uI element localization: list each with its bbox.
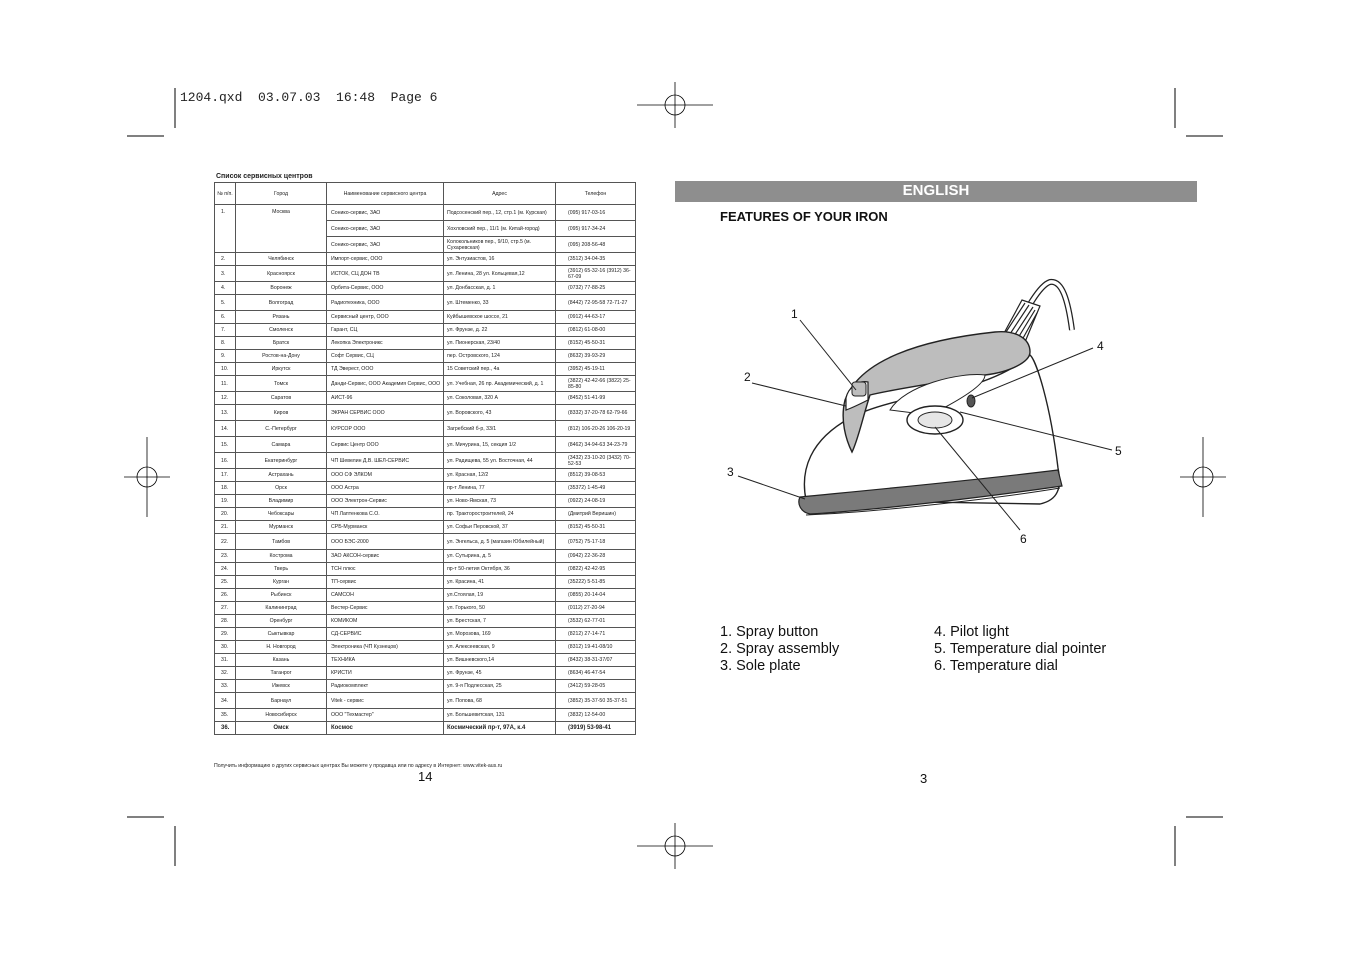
table-row [215, 576, 636, 589]
cell-number: 5. [215, 295, 236, 311]
cell-center-name: Импорт-сервис, ООО [327, 253, 444, 266]
cell-number: 29. [215, 628, 236, 641]
cell-phone: (8632) 39-93-29 [556, 350, 636, 363]
cell-phone: (3919) 53-98-41 [556, 722, 636, 735]
cell-address: Колокольников пер., 9/10, стр.5 (м. Сухаревская) [444, 237, 556, 253]
table-row [215, 205, 636, 221]
cell-number: 33. [215, 680, 236, 693]
cell-city: Томск [236, 376, 327, 392]
cell-city: Оренбург [236, 615, 327, 628]
cell-address: ул. Энгельса, д. 5 (магазин Юбилейный) [444, 534, 556, 550]
cell-phone: (812) 106-20-26 106-20-19 [556, 421, 636, 437]
cell-address: пер. Островского, 124 [444, 350, 556, 363]
table-row [215, 469, 636, 482]
table-body [215, 205, 636, 735]
table-row [215, 421, 636, 437]
cell-center-name: Лекопка Электроникс [327, 337, 444, 350]
cell-number: 30. [215, 641, 236, 654]
cell-center-name: Сервис Центр ООО [327, 437, 444, 453]
cell-address: ул. Алексеевская, 9 [444, 641, 556, 654]
cell-number: 10. [215, 363, 236, 376]
cell-phone: (3532) 62-77-01 [556, 615, 636, 628]
cell-center-name: ТСН плюс [327, 563, 444, 576]
table-row [215, 667, 636, 680]
column-header-city: Город [236, 183, 327, 205]
cell-phone: (3512) 34-04-35 [556, 253, 636, 266]
cell-city: Чебоксары [236, 508, 327, 521]
cell-number: 26. [215, 589, 236, 602]
cell-center-name: Космос [327, 722, 444, 735]
cell-city: Омск [236, 722, 327, 735]
part-item: 5. Temperature dial pointer [934, 641, 1107, 657]
cell-city: С.-Петербург [236, 421, 327, 437]
cell-city: Н. Новгород [236, 641, 327, 654]
service-list-title: Список сервисных центров [216, 173, 313, 180]
table-row [215, 350, 636, 363]
table-row [215, 337, 636, 350]
cell-number: 21. [215, 521, 236, 534]
cell-city: Ростов-на-Дону [236, 350, 327, 363]
cell-phone: (8442) 72-95-58 72-71-27 [556, 295, 636, 311]
table-row [215, 482, 636, 495]
table-row [215, 693, 636, 709]
table-row [215, 363, 636, 376]
table-row [215, 602, 636, 615]
cell-phone: (0732) 77-88-25 [556, 282, 636, 295]
cell-address: ул. Большевитская, 131 [444, 709, 556, 722]
cell-phone: (0812) 61-08-00 [556, 324, 636, 337]
registration-mark-top [637, 82, 713, 128]
cell-phone: (3412) 59-28-05 [556, 680, 636, 693]
cell-center-name: КОМИКОМ [327, 615, 444, 628]
part-item: 3. Sole plate [720, 658, 801, 674]
cell-center-name: Сонико-сервис, ЗАО [327, 221, 444, 237]
cell-phone: (8152) 45-50-31 [556, 337, 636, 350]
cell-number: 35. [215, 709, 236, 722]
table-row [215, 324, 636, 337]
cell-center-name: ТД Эверест, ООО [327, 363, 444, 376]
cell-number: 31. [215, 654, 236, 667]
column-header-address: Адрес [444, 183, 556, 205]
cell-number: 25. [215, 576, 236, 589]
cell-phone: (3832) 12-54-00 [556, 709, 636, 722]
cell-number: 27. [215, 602, 236, 615]
cell-city: Орск [236, 482, 327, 495]
table-row [215, 641, 636, 654]
table-header-row [215, 183, 636, 205]
table-row [215, 563, 636, 576]
cell-number: 32. [215, 667, 236, 680]
parts-list-right [934, 624, 1106, 675]
cell-address: ул. Сутырина, д. 5 [444, 550, 556, 563]
cell-address: пр-т Ленина, 77 [444, 482, 556, 495]
table-row [215, 508, 636, 521]
cell-address: ул. Морозова, 169 [444, 628, 556, 641]
callout-2: 2 [744, 370, 751, 384]
cell-number: 24. [215, 563, 236, 576]
cell-phone: (8452) 51-41-99 [556, 392, 636, 405]
cell-number: 19. [215, 495, 236, 508]
cell-phone: (0922) 24-08-19 [556, 495, 636, 508]
cell-address: ул.Стоялая, 19 [444, 589, 556, 602]
cell-city: Самара [236, 437, 327, 453]
cell-center-name: ЭКРАН СЕРВИС ООО [327, 405, 444, 421]
cell-center-name: ООО Электрон-Сервис [327, 495, 444, 508]
cell-phone: (0942) 22-36-28 [556, 550, 636, 563]
cell-address: пр. Тракторостроителей, 24 [444, 508, 556, 521]
cell-city: Тверь [236, 563, 327, 576]
callout-5: 5 [1115, 444, 1122, 458]
cell-center-name: ООО БЭС-2000 [327, 534, 444, 550]
cell-center-name: ООО Астра [327, 482, 444, 495]
cell-city: Новосибирск [236, 709, 327, 722]
service-centers-table [214, 182, 636, 735]
cell-address: ул. Учебная, 26 пр. Академический, д. 1 [444, 376, 556, 392]
cell-city: Челябинск [236, 253, 327, 266]
cell-phone: (35372) 1-45-49 [556, 482, 636, 495]
cell-phone: (0822) 42-42-95 [556, 563, 636, 576]
cell-address: 15 Советский пер., 4а [444, 363, 556, 376]
cell-phone: (35222) 5-51-85 [556, 576, 636, 589]
table-row [215, 534, 636, 550]
part-item: 2. Spray assembly [720, 641, 840, 657]
cell-number: 2. [215, 253, 236, 266]
cell-city: Казань [236, 654, 327, 667]
cell-center-name: Электроника (ЧП Кузнецов) [327, 641, 444, 654]
cell-city: Тамбов [236, 534, 327, 550]
cell-phone: (Дмитрий Веришин) [556, 508, 636, 521]
cell-number: 23. [215, 550, 236, 563]
cell-address: ул. Радищева, 55 ул. Восточная, 44 [444, 453, 556, 469]
cell-address: ул. Штеменко, 33 [444, 295, 556, 311]
table-row [215, 311, 636, 324]
cell-center-name: Vitek - сервис [327, 693, 444, 709]
cell-phone: (095) 917-34-24 [556, 221, 636, 237]
cell-city: Иркутск [236, 363, 327, 376]
table-row [215, 615, 636, 628]
cell-city: Волгоград [236, 295, 327, 311]
cell-center-name: Радиотехника, ООО [327, 295, 444, 311]
cell-number: 17. [215, 469, 236, 482]
cell-center-name: Софт Сервис, СЦ [327, 350, 444, 363]
cell-address: ул. Фрунзе, д. 22 [444, 324, 556, 337]
registration-mark-left [124, 437, 170, 517]
cell-address: ул. Энтузиастов, 16 [444, 253, 556, 266]
cell-city: Рыбинск [236, 589, 327, 602]
table-row [215, 437, 636, 453]
cell-number: 15. [215, 437, 236, 453]
cell-address: ул. Донбасская, д. 1 [444, 282, 556, 295]
cell-center-name: Сервисный центр, ООО [327, 311, 444, 324]
cell-address: ул. Брестская, 7 [444, 615, 556, 628]
cell-number: 28. [215, 615, 236, 628]
cell-city: Барнаул [236, 693, 327, 709]
table-row [215, 295, 636, 311]
cell-number: 4. [215, 282, 236, 295]
table-row [215, 680, 636, 693]
cell-address: Космический пр-т, 97А, к.4 [444, 722, 556, 735]
table-row [215, 550, 636, 563]
parts-list-left [720, 624, 839, 675]
cell-center-name: ЗАО АКСОН-сервис [327, 550, 444, 563]
cell-city: Калининград [236, 602, 327, 615]
cell-center-name: Сонико-сервис, ЗАО [327, 205, 444, 221]
cell-city: Мурманск [236, 521, 327, 534]
part-item: 4. Pilot light [934, 624, 1009, 640]
cell-address: ул. Соколовая, 320 А [444, 392, 556, 405]
table-row [215, 495, 636, 508]
cell-center-name: Вестер-Сервис [327, 602, 444, 615]
callout-4: 4 [1097, 339, 1104, 353]
cell-center-name: Сонико-сервис, ЗАО [327, 237, 444, 253]
cell-address: ул. Горького, 50 [444, 602, 556, 615]
cell-phone: (0912) 44-63-17 [556, 311, 636, 324]
file-slug: 1204.qxd 03.07.03 16:48 Page 6 [180, 90, 438, 105]
page-number-left: 14 [418, 769, 433, 784]
callout-3: 3 [727, 465, 734, 479]
cell-phone: (3432) 23-10-20 (3432) 70-52-53 [556, 453, 636, 469]
cell-city: Саратов [236, 392, 327, 405]
cell-phone: (8432) 38-31-37/07 [556, 654, 636, 667]
cell-phone: (0855) 20-14-04 [556, 589, 636, 602]
cell-address: пр-т 50-летия Октября, 36 [444, 563, 556, 576]
cell-phone: (8332) 37-20-78 62-79-66 [556, 405, 636, 421]
table-row [215, 521, 636, 534]
cell-center-name: Орбита-Сервис, ООО [327, 282, 444, 295]
cell-phone: (8634) 46-47-54 [556, 667, 636, 680]
cell-number: 22. [215, 534, 236, 550]
cell-city: Курган [236, 576, 327, 589]
cell-phone: (8152) 45-50-31 [556, 521, 636, 534]
part-item: 1. Spray button [720, 624, 819, 640]
cell-address: ул. 9-я Подлесская, 25 [444, 680, 556, 693]
cell-number: 34. [215, 693, 236, 709]
table-row [215, 266, 636, 282]
cell-address: Куйбышевское шоссе, 21 [444, 311, 556, 324]
cell-number: 6. [215, 311, 236, 324]
table-row [215, 654, 636, 667]
cell-address: ул. Ленина, 28 ул. Кольцевая,12 [444, 266, 556, 282]
cell-phone: (0752) 75-17-18 [556, 534, 636, 550]
cell-city: Сыктывкар [236, 628, 327, 641]
features-heading: FEATURES OF YOUR IRON [720, 209, 888, 224]
section-bar [675, 181, 1197, 202]
cell-address: ул. Попова, 68 [444, 693, 556, 709]
cell-phone: (8312) 19-41-08/10 [556, 641, 636, 654]
table-row [215, 589, 636, 602]
cell-address: ул. Мичурина, 15, секция 1/2 [444, 437, 556, 453]
cell-center-name: Радиокомплект [327, 680, 444, 693]
cell-center-name: ИСТОК, СЦ ДОН ТВ [327, 266, 444, 282]
section-title: ENGLISH [902, 182, 970, 199]
cell-city: Воронеж [236, 282, 327, 295]
cell-phone: (8462) 34-94-63 34-23-79 [556, 437, 636, 453]
cell-address: Подсосенский пер., 12, стр.1 (м. Курская) [444, 205, 556, 221]
cell-number: 8. [215, 337, 236, 350]
cell-number: 7. [215, 324, 236, 337]
cell-phone: (3822) 42-42-66 (3822) 25-85-80 [556, 376, 636, 392]
table-row [215, 376, 636, 392]
cell-city: Москва [236, 205, 327, 253]
cell-center-name: СРБ-Мурманск [327, 521, 444, 534]
spray-button [852, 382, 866, 396]
cell-center-name: ООО СФ ЭЛКОМ [327, 469, 444, 482]
cell-number: 9. [215, 350, 236, 363]
cell-number: 36. [215, 722, 236, 735]
registration-mark-right [1180, 437, 1226, 517]
cell-center-name: КРИСТИ [327, 667, 444, 680]
cell-city: Екатеринбург [236, 453, 327, 469]
cell-address: ул. Красина, 41 [444, 576, 556, 589]
cell-address: ул. Фрунзе, 45 [444, 667, 556, 680]
cell-phone: (3912) 65-32-16 (3912) 36-67-09 [556, 266, 636, 282]
cell-address: ул. Пионерская, 23/40 [444, 337, 556, 350]
column-header-phone: Телефон [556, 183, 636, 205]
cell-address: ул. Ново-Ямская, 73 [444, 495, 556, 508]
cell-center-name: ТП-сервис [327, 576, 444, 589]
callout-1: 1 [791, 307, 798, 321]
footnote: Получить информацию о других сервисных центрах Вы можете у продавца или по адресу в Интернет: www.vitek-aus.ru [214, 763, 503, 769]
cell-center-name: АИСТ-96 [327, 392, 444, 405]
cell-address: Загребский б-р, 33/1 [444, 421, 556, 437]
cell-city: Таганрог [236, 667, 327, 680]
cell-phone: (0112) 27-20-94 [556, 602, 636, 615]
cell-center-name: ЧП Лаптенкова С.О. [327, 508, 444, 521]
cell-city: Астрахань [236, 469, 327, 482]
part-item: 6. Temperature dial [934, 658, 1058, 674]
cell-number: 12. [215, 392, 236, 405]
table-row [215, 405, 636, 421]
iron-illustration [720, 260, 1140, 550]
registration-mark-bottom [637, 823, 713, 869]
cell-number: 20. [215, 508, 236, 521]
table-row [215, 282, 636, 295]
cell-center-name: Данди-Сервис, ООО Академия Сервис, ООО [327, 376, 444, 392]
cell-phone: (095) 208-56-48 [556, 237, 636, 253]
cell-address: ул. Вишневского,14 [444, 654, 556, 667]
cell-city: Ижевск [236, 680, 327, 693]
column-header-number: № п/п. [215, 183, 236, 205]
cell-center-name: ТЕХНИКА [327, 654, 444, 667]
cell-city: Смоленск [236, 324, 327, 337]
cell-phone: (3952) 45-19-11 [556, 363, 636, 376]
cell-city: Братск [236, 337, 327, 350]
cell-center-name: ООО "Техмастер" [327, 709, 444, 722]
cell-address: ул. Воровского, 43 [444, 405, 556, 421]
callout-6: 6 [1020, 532, 1027, 546]
page-number-right: 3 [920, 771, 928, 786]
cell-address: ул. Красная, 12/2 [444, 469, 556, 482]
cell-center-name: Гарант, СЦ [327, 324, 444, 337]
cell-address: ул. Софьи Перовской, 37 [444, 521, 556, 534]
cell-city: Владимир [236, 495, 327, 508]
cell-number: 16. [215, 453, 236, 469]
table-row [215, 628, 636, 641]
cell-center-name: САМСОН [327, 589, 444, 602]
table-row [215, 253, 636, 266]
column-header-center-name: Наименование сервисного центра [327, 183, 444, 205]
cell-phone: (8212) 27-14-71 [556, 628, 636, 641]
cell-phone: (3852) 35-37-50 35-37-51 [556, 693, 636, 709]
cell-number: 13. [215, 405, 236, 421]
cell-number: 3. [215, 266, 236, 282]
cell-center-name: СД-СЕРВИС [327, 628, 444, 641]
table-row [215, 709, 636, 722]
cell-center-name: КУРСОР ООО [327, 421, 444, 437]
cell-number: 14. [215, 421, 236, 437]
cell-phone: (095) 917-03-16 [556, 205, 636, 221]
cell-city: Кострома [236, 550, 327, 563]
cell-number: 1. [215, 205, 236, 253]
cell-city: Рязань [236, 311, 327, 324]
cell-number: 11. [215, 376, 236, 392]
cell-city: Киров [236, 405, 327, 421]
cell-center-name: ЧП Шевелин Д.В. ШЕЛ-СЕРВИС [327, 453, 444, 469]
cell-number: 18. [215, 482, 236, 495]
table-row [215, 722, 636, 735]
cell-address: Хохловский пер., 11/1 (м. Китай-город) [444, 221, 556, 237]
table-row [215, 453, 636, 469]
cell-phone: (8512) 39-08-53 [556, 469, 636, 482]
table-row [215, 392, 636, 405]
cell-city: Красноярск [236, 266, 327, 282]
